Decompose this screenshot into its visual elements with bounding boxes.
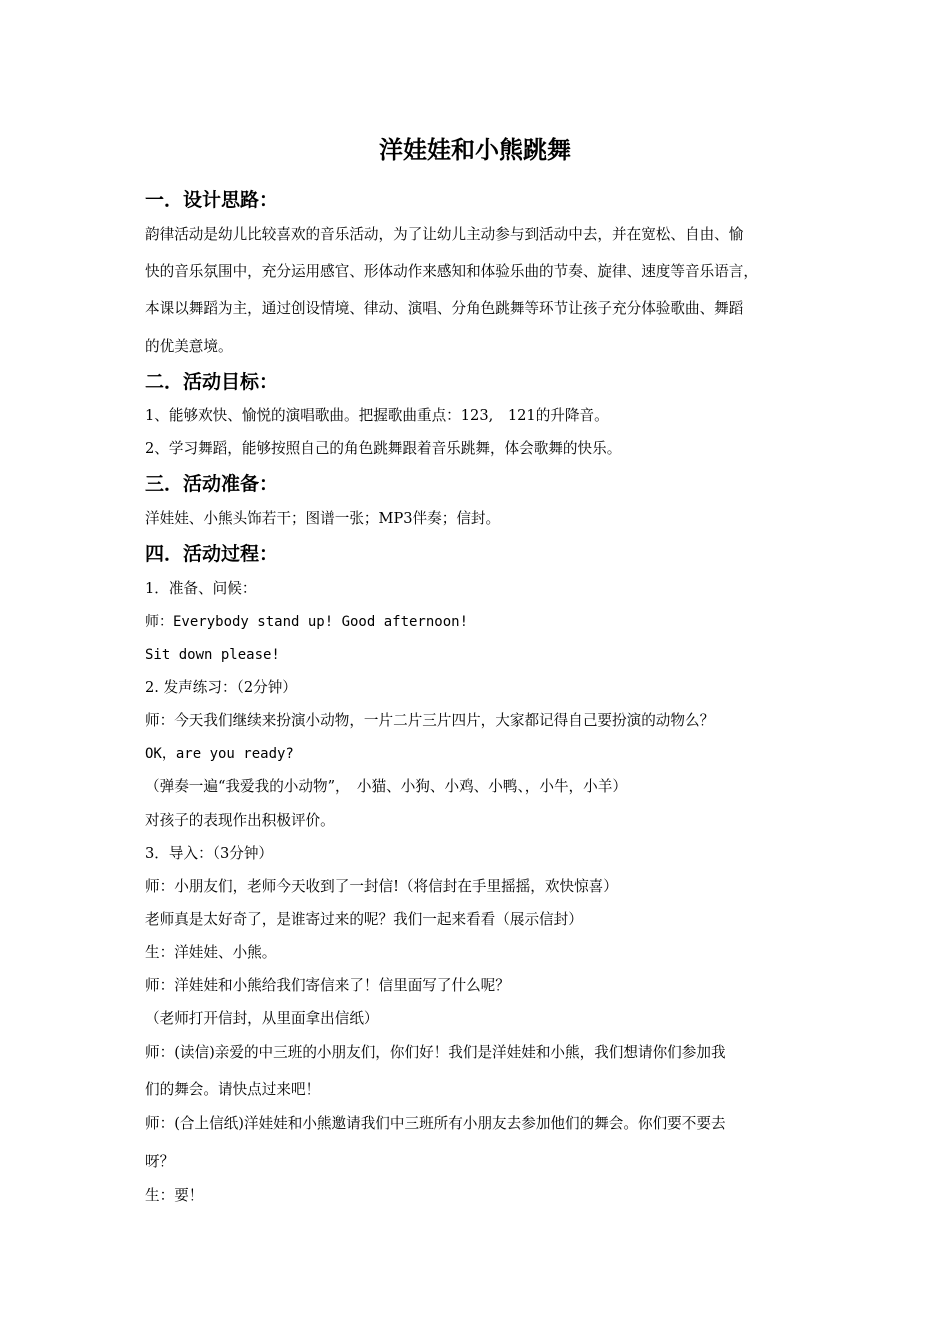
process-line: 们的舞会。请快点过来吧！ bbox=[145, 1081, 321, 1098]
process-line: 生：洋娃娃、小熊。 bbox=[145, 944, 277, 961]
process-line: 对孩子的表现作出积极评价。 bbox=[145, 812, 335, 829]
prep-item: 洋娃娃、小熊头饰若干；图谱一张；MP3伴奏；信封。 bbox=[145, 510, 501, 527]
design-paragraph-line: 韵律活动是幼儿比较喜欢的音乐活动，为了让幼儿主动参与到活动中去，并在宽松、自由、愉 bbox=[145, 226, 744, 243]
process-line: 师：(合上信纸)洋娃娃和小熊邀请我们中三班所有小朋友去参加他们的舞会。你们要不要去 bbox=[145, 1115, 726, 1132]
goal-item: 1、能够欢快、愉悦的演唱歌曲。把握歌曲重点：123, 121的升降音。 bbox=[145, 407, 609, 424]
process-line: 呀？ bbox=[145, 1153, 175, 1170]
process-line: Sit down please! bbox=[145, 647, 280, 663]
process-line: （老师打开信封，从里面拿出信纸） bbox=[145, 1010, 379, 1027]
process-line: 师：今天我们继续来扮演小动物，一片二片三片四片，大家都记得自己要扮演的动物么？ bbox=[145, 712, 715, 729]
process-line: 1．准备、问候： bbox=[145, 580, 257, 597]
section-heading-design: 一．设计思路： bbox=[145, 189, 279, 211]
process-line: 师：Everybody stand up! Good afternoon! bbox=[145, 614, 469, 630]
process-line: 3．导入：（3分钟） bbox=[145, 845, 274, 862]
section-heading-process: 四．活动过程： bbox=[145, 543, 279, 565]
process-line: （弹奏一遍“我爱我的小动物”， 小猫、小狗、小鸡、小鸭、，小牛，小羊） bbox=[145, 778, 627, 795]
section-heading-goals: 二．活动目标： bbox=[145, 371, 279, 393]
process-line: 老师真是太好奇了，是谁寄过来的呢？我们一起来看看（展示信封） bbox=[145, 911, 583, 928]
process-line: 师：(读信)亲爱的中三班的小朋友们，你们好！我们是洋娃娃和小熊，我们想请你们参加我 bbox=[145, 1044, 726, 1061]
process-line: 师：洋娃娃和小熊给我们寄信来了！信里面写了什么呢？ bbox=[145, 977, 510, 994]
design-paragraph-line: 快的音乐氛围中，充分运用感官、形体动作来感知和体验乐曲的节奏、旋律、速度等音乐语言， bbox=[145, 263, 758, 280]
design-paragraph-line: 本课以舞蹈为主，通过创设情境、律动、演唱、分角色跳舞等环节让孩子充分体验歌曲、舞蹈 bbox=[145, 300, 744, 317]
process-line: 生：要！ bbox=[145, 1187, 204, 1204]
design-paragraph-line: 的优美意境。 bbox=[145, 338, 233, 355]
process-line: 师：小朋友们，老师今天收到了一封信!（将信封在手里摇摇，欢快惊喜） bbox=[145, 878, 618, 895]
process-line: OK，are you ready? bbox=[145, 746, 294, 762]
section-heading-prep: 三．活动准备： bbox=[145, 473, 279, 495]
process-line: 2. 发声练习：（2分钟） bbox=[145, 679, 297, 696]
goal-item: 2、学习舞蹈，能够按照自己的角色跳舞跟着音乐跳舞，体会歌舞的快乐。 bbox=[145, 440, 622, 457]
document-title: 洋娃娃和小熊跳舞 bbox=[379, 136, 571, 164]
